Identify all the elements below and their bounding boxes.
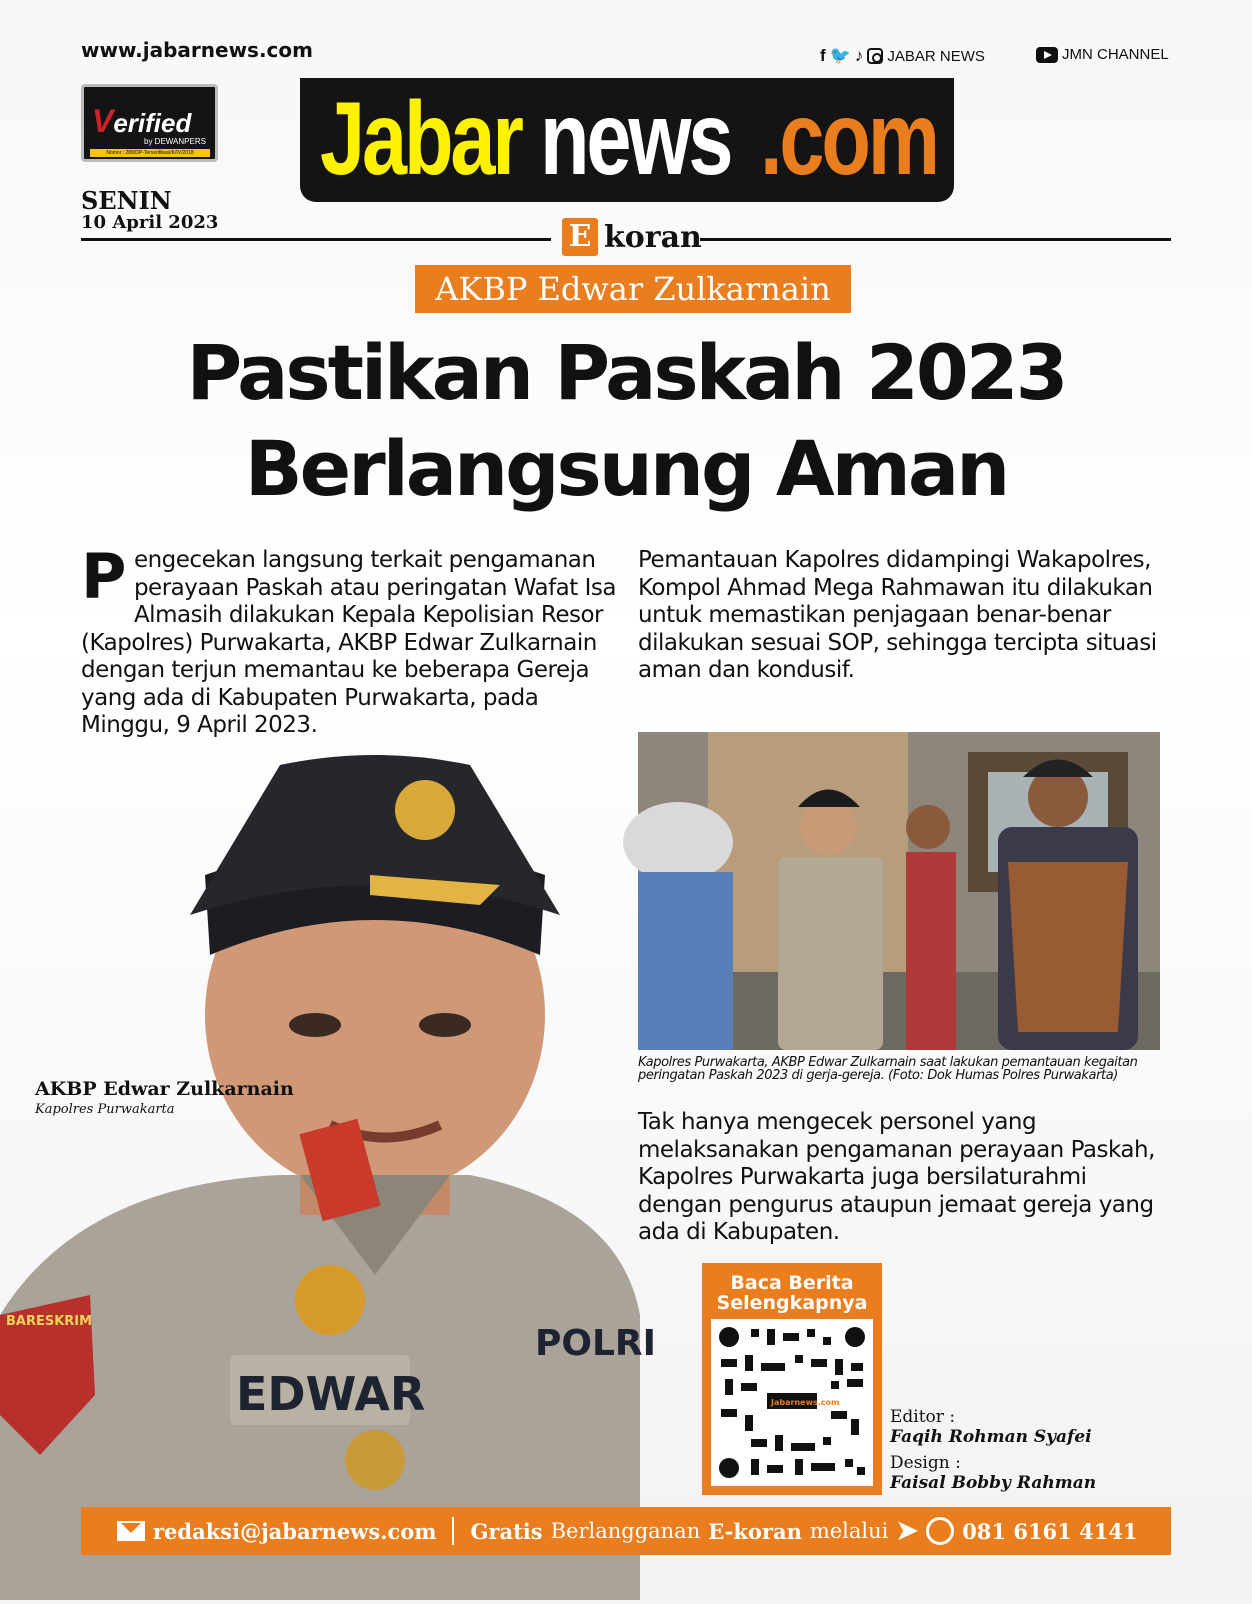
design-label: Design : — [890, 1453, 961, 1473]
footer-email[interactable]: redaksi@jabarnews.com — [153, 1518, 437, 1544]
article-kicker: AKBP Edwar Zulkarnain — [415, 265, 851, 313]
qr-title — [702, 1273, 882, 1313]
qr-promo-box[interactable] — [702, 1263, 882, 1495]
headline-line-1: Pastikan Paskah 2023 — [186, 328, 1066, 417]
footer-melalui: melalui — [809, 1519, 889, 1543]
header-rule-left — [81, 238, 551, 241]
social-links[interactable] — [820, 46, 985, 66]
facebook-icon[interactable]: f — [820, 46, 826, 65]
headline-line-2: Berlangsung Aman — [244, 424, 1008, 513]
mail-icon — [117, 1521, 145, 1541]
footer-ekoran: E-koran — [708, 1518, 802, 1544]
logo-jabar: Jabar — [320, 81, 521, 197]
editor-label: Editor : — [890, 1407, 956, 1427]
issue-date: 10 April 2023 — [81, 212, 219, 233]
portrait-illustration — [0, 755, 657, 1600]
footer-separator — [452, 1517, 454, 1545]
verified-logo-text: Verified — [92, 103, 192, 139]
verified-number: Nomor : 288/DP-Terverifikasi/K/IV/2018 — [90, 149, 210, 157]
dropcap: P — [81, 540, 126, 613]
portrait-photo — [0, 755, 657, 1600]
paragraph-1-text: engecekan langsung terkait pengamanan perayaan Paskah atau peringatan Wafat Isa Almasih dilakukan Kepala Kepolisian Resor (Kapolres) Purwakarta, AKBP Edwar Zulkarnain dengan terjun memantau ke beberapa Gereja yang ada di Kabupaten Purwakarta, pada Minggu, 9 April 2023. — [81, 547, 616, 738]
qr-center-logo: Jabarnews.com — [771, 1398, 840, 1407]
qr-title-line-2: Selengkapnya — [716, 1292, 868, 1314]
ekoran-e-badge: E — [562, 218, 598, 256]
youtube-link[interactable] — [1036, 46, 1169, 63]
qr-code-graphic — [711, 1319, 873, 1486]
footer-gratis: Gratis — [470, 1518, 543, 1544]
logo-com: .com — [760, 81, 937, 197]
photo-caption: Kapolres Purwakarta, AKBP Edwar Zulkarnain saat lakukan pemantauan kegaitan peringatan Paskah 2023 di gerja-gereja. (Foto: Dok Humas Polres Purwakarta) — [638, 1055, 1138, 1083]
ekoran-label — [562, 218, 702, 256]
article-paragraph-3: Tak hanya mengecek personel yang melaksanakan pengamanan perayaan Paskah, Kapolres Purwakarta juga bersilaturahmi dengan pengurus ataupun jemaat gereja yang ada di Kabupaten. — [638, 1109, 1155, 1245]
uniform-shoulder-badge: BARESKRIM — [6, 1314, 93, 1329]
ekoran-text: koran — [604, 219, 702, 255]
uniform-polri-tag: POLRI — [535, 1323, 657, 1364]
social-label: JABAR NEWS — [887, 47, 985, 65]
design-name: Faisal Bobby Rahman — [890, 1473, 1097, 1493]
footer-bar — [81, 1507, 1171, 1555]
uniform-name-tag: EDWAR — [236, 1367, 426, 1421]
footer-phone[interactable]: 081 6161 4141 — [962, 1518, 1138, 1544]
site-url[interactable]: www.jabarnews.com — [81, 38, 313, 62]
verified-badge — [81, 84, 218, 162]
article-paragraph-2: Pemantauan Kapolres didampingi Wakapolres, Kompol Ahmad Mega Rahmawan itu dilakukan untuk memastikan penjagaan benar-benar dilakukan sesuai SOP, sehingga tercipta situasi aman dan kondusif. — [638, 547, 1157, 683]
youtube-label: JMN CHANNEL — [1062, 46, 1169, 63]
issue-day: SENIN — [81, 186, 172, 215]
qr-code[interactable] — [711, 1319, 873, 1486]
instagram-icon[interactable] — [867, 48, 883, 64]
portrait-name: AKBP Edwar Zulkarnain — [35, 1078, 294, 1100]
article-photo — [638, 732, 1160, 1050]
qr-title-line-1: Baca Berita — [730, 1272, 854, 1294]
photo-illustration — [638, 732, 1160, 1050]
whatsapp-icon[interactable] — [926, 1517, 954, 1545]
masthead-logo[interactable] — [300, 78, 954, 202]
twitter-icon[interactable]: 🐦 — [829, 46, 851, 65]
verified-by: by DEWANPERS — [144, 137, 206, 146]
footer-berlangganan: Berlangganan — [550, 1519, 701, 1543]
article-paragraph-1 — [81, 540, 621, 740]
logo-news: news — [540, 81, 731, 197]
portrait-title: Kapolres Purwakarta — [35, 1102, 175, 1117]
youtube-icon[interactable] — [1036, 47, 1058, 63]
editor-name: Faqih Rohman Syafei — [890, 1427, 1092, 1447]
tiktok-icon[interactable]: ♪ — [854, 46, 864, 65]
telegram-icon[interactable]: ➤ — [896, 1516, 919, 1546]
header-rule-right — [700, 238, 1171, 241]
